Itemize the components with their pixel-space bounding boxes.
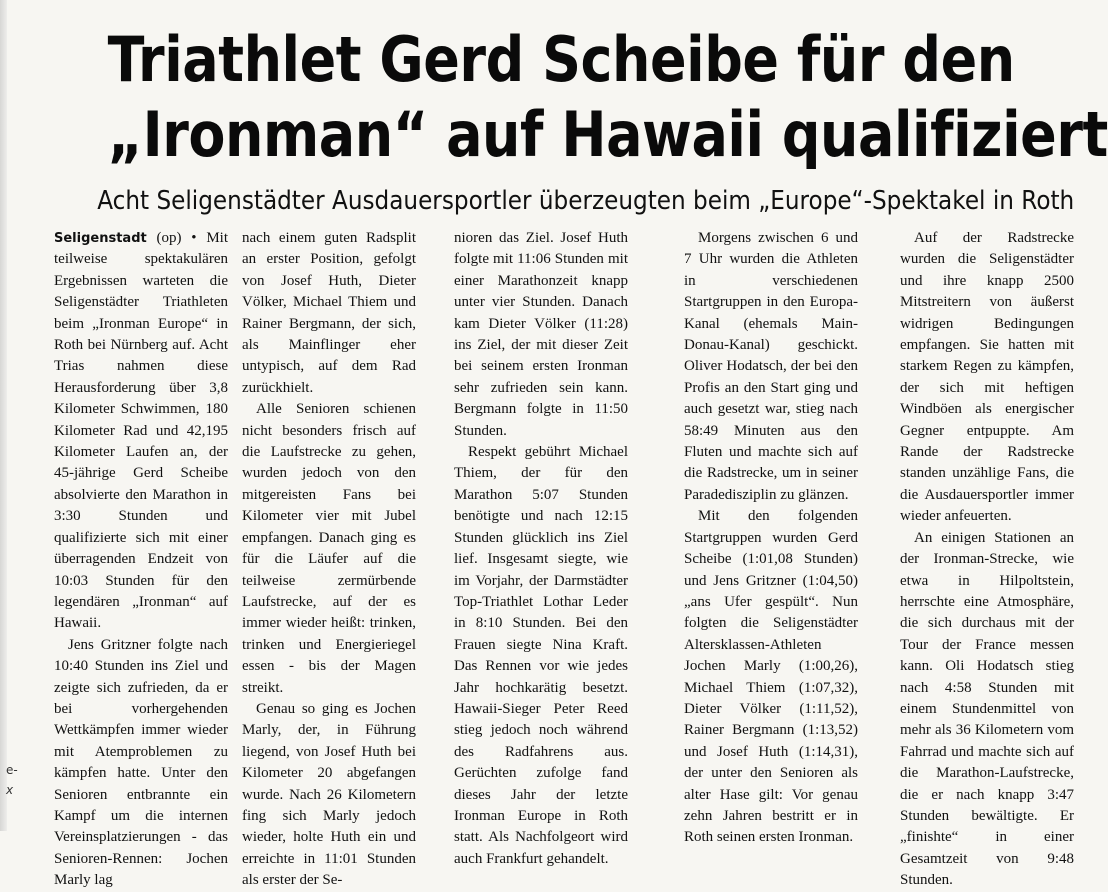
headline-line-1: Triathlet Gerd Scheibe für den <box>107 23 1015 96</box>
paragraph: Alle Senioren schienen nicht besonders frisch auf die Laufstrecke zu gehen, wurden jedoch von den mitgereisten Fans bei Kilometer vier mit Jubel empfangen. Danach ging es für die Läufer auf die teilweise zermürbende Laufstrecke, auf der es immer wieder heißt: trinken, trinken und Energieriegel essen - bis der Magen streikt. <box>242 401 416 696</box>
article-subheadline: Acht Seligenstädter Ausdauersportler überzeugten beim „Europe“-Spektakel in Roth <box>97 186 1075 216</box>
margin-fragment: e- <box>6 763 18 777</box>
scan-edge <box>0 0 7 831</box>
paragraph <box>54 228 228 635</box>
article-headline <box>107 22 1108 172</box>
paragraph: Genau so ging es Jochen Marly, der, in Führung liegend, von Josef Huth bei Kilometer 20 abgefangen wurde. Nach 26 Kilometern fing sich Marly jedoch wieder, holte Huth ein und erreichte in 11:01 Stunden als erster der Se- <box>242 700 416 889</box>
headline-line-2: „Ironman“ auf Hawaii qualifiziert <box>107 98 1108 171</box>
dateline: Seligenstadt <box>54 231 147 246</box>
text-column-2 <box>242 228 416 889</box>
text-column-1 <box>54 228 228 889</box>
margin-fragment: x <box>6 783 14 797</box>
paragraph: Mit den folgenden Startgruppen wurden Gerd Scheibe (1:01,08 Stunden) und Jens Gritzner (1:04,50) „ans Ufer gespült“. Nun folgten die Seligenstädter Altersklassen-Athleten Jochen Marly (1:00,26), Michael Thiem (1:07,32), Dieter Völker (1:11,52), Rainer Bergmann (1:13,52) und Josef Huth (1:14,31), der unter den Senioren als alter Hase gilt: Vor genau zehn Jahren bestritt er in Roth seinen ersten Ironman. <box>684 508 858 846</box>
text-column-4 <box>684 228 858 846</box>
text-column-3 <box>454 228 628 867</box>
paragraph: An einigen Stationen an der Ironman-Strecke, wie etwa in Hilpoltstein, herrschte eine Atmosphäre, die sich durchaus mit der Tour der France messen kann. Oli Hodatsch stieg nach 4:58 Stunden mit einem Stundenmittel von mehr als 36 Kilometern vom Fahrrad und machte sich auf die Marathon-Laufstrecke, die er nach knapp 3:47 Stunden bewältigte. Er „finishte“ in einer Gesamtzeit von 9:48 Stunden. <box>900 529 1074 889</box>
article-body <box>54 228 1074 889</box>
paragraph: nioren das Ziel. Josef Huth folgte mit 11:06 Stunden mit einer Marathonzeit knapp unter vier Stunden. Danach kam Dieter Völker (11:28) ins Ziel, der mit dieser Zeit bei seinem ersten Ironman sehr zufrieden sein kann. Bergmann folgte in 11:50 Stunden. <box>454 230 628 439</box>
paragraph-text: (op) • Mit teilweise spektakulären Ergebnissen warteten die Seligenstädter Triathleten beim „Ironman Europe“ in Roth bei Nürnberg auf. Acht Trias nahmen diese Herausforderung über 3,8 Kilometer Schwimmen, 180 Kilometer Rad und 42,195 Kilometer Laufen an, der 45-jährige Gerd Scheibe absolvierte den Marathon in 3:30 Stunden und qualifizierte sich mit einer überragenden Endzeit von 10:03 Stunden für den legendären „Ironman“ auf Hawaii. <box>54 230 228 632</box>
text-column-5 <box>900 228 1074 889</box>
paragraph: Morgens zwischen 6 und 7 Uhr wurden die Athleten in verschiedenen Startgruppen in den Europa-Kanal (ehemals Main-Donau-Kanal) geschickt. Oliver Hodatsch, der bei den Profis an den Start ging und auch gesetzt war, stieg nach 58:49 Minuten aus den Fluten und machte sich auf die Radstrecke, um in seiner Paradedisziplin zu glänzen. <box>684 230 858 503</box>
paragraph: nach einem guten Radsplit an erster Position, gefolgt von Josef Huth, Dieter Völker, Michael Thiem und Rainer Bergmann, der sich, als Mainflinger eher untypisch, auf dem Rad zurückhielt. <box>242 230 416 396</box>
paragraph: Jens Gritzner folgte nach 10:40 Stunden ins Ziel und zeigte sich zufrieden, da er bei vorhergehenden Wettkämpfen immer wieder mit Atemproblemen zu kämpfen hatte. Unter den Senioren entbrannte ein Kampf um die internen Vereinsplatzierungen - das Senioren-Rennen: Jochen Marly lag <box>54 636 228 889</box>
paragraph: Respekt gebührt Michael Thiem, der für den Marathon 5:07 Stunden benötigte und nach 12:15 Stunden glücklich ins Ziel lief. Insgesamt siegte, wie im Vorjahr, der Darmstädter Top-Triathlet Lothar Leder in 8:10 Stunden. Bei den Frauen siegte Nina Kraft. Das Rennen vor wie jedes Jahr hochkarätig besetzt. Hawaii-Sieger Peter Reed stieg jedoch noch während des Radfahrens aus. Gerüchten zufolge fand dieses Jahr der letzte Ironman Europe in Roth statt. Als Nachfolgeort wird auch Frankfurt gehandelt. <box>454 444 628 867</box>
paragraph: Auf der Radstrecke wurden die Seligenstädter und ihre knapp 2500 Mitstreitern von äußerst widrigen Bedingungen empfangen. Sie hatten mit starkem Regen zu kämpfen, der sich mit heftigen Windböen als energischer Gegner entpuppte. Am Rande der Radstrecke standen unzählige Fans, die die Ausdauersportler immer wieder anfeuerten. <box>900 230 1074 525</box>
